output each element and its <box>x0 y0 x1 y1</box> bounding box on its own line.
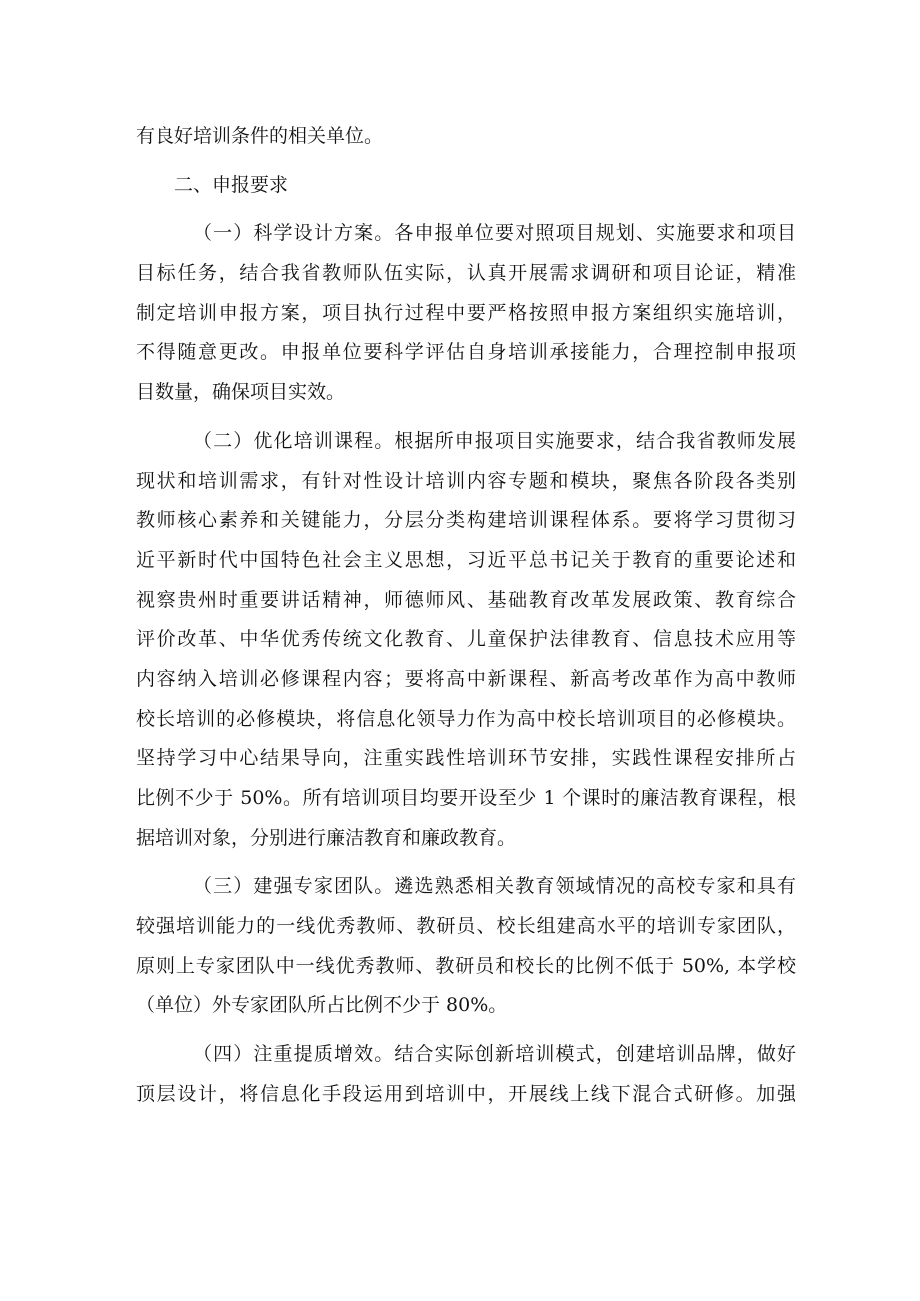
text-line: 现状和培训需求，有针对性设计培训内容专题和模块，聚焦各阶段各类别 <box>136 469 796 492</box>
text-line: （一）科学设计方案。各申报单位要对照项目规划、实施要求和项目 <box>193 222 796 245</box>
text-line: 目数量，确保项目实效。 <box>136 381 346 404</box>
paragraph-quality <box>136 1035 796 1114</box>
paragraph-design-plan <box>136 214 796 412</box>
text-line: 原则上专家团队中一线优秀教师、教研员和校长的比例不低于 50%, 本学校 <box>136 954 796 977</box>
text-line: 有良好培训条件的相关单位。 <box>136 125 384 147</box>
text-line: （单位）外专家团队所占比例不少于 80%。 <box>136 994 508 1017</box>
text-line: 顶层设计，将信息化手段运用到培训中，开展线上线下混合式研修。加强 <box>136 1082 796 1105</box>
paragraph-gap <box>136 858 796 867</box>
text-line: 教师核心素养和关键能力，分层分类构建培训课程体系。要将学习贯彻习 <box>136 509 796 532</box>
text-line: （四）注重提质增效。结合实际创新培训模式，创建培训品牌，做好 <box>193 1043 796 1066</box>
text-line: 据培训对象，分别进行廉洁教育和廉政教育。 <box>136 826 517 849</box>
text-line: 校长培训的必修模块，将信息化领导力作为高中校长培训项目的必修模块。 <box>136 707 796 730</box>
paragraph-gap <box>136 1026 796 1035</box>
text-line: 近平新时代中国特色社会主义思想，习近平总书记关于教育的重要论述和 <box>136 548 796 571</box>
text-line: 视察贵州时重要讲话精神，师德师风、基础教育改革发展政策、教育综合 <box>136 588 796 611</box>
paragraph-expert-team <box>136 867 796 1026</box>
text-line: 目标任务，结合我省教师队伍实际，认真开展需求调研和项目论证，精准 <box>136 262 796 285</box>
section-heading: 二、申报要求 <box>174 173 289 196</box>
paragraph-gap <box>136 413 796 422</box>
text-line: （三）建强专家团队。遴选熟悉相关教育领域情况的高校专家和具有 <box>193 875 796 898</box>
text-line: 坚持学习中心结果导向，注重实践性培训环节安排，实践性课程安排所占 <box>136 747 796 770</box>
paragraph-optimize-courses <box>136 422 796 859</box>
text-line: 内容纳入培训必修课程内容；要将高中新课程、新高考改革作为高中教师 <box>136 667 796 690</box>
text-line: 不得随意更改。申报单位要科学评估自身培训承接能力，合理控制申报项 <box>136 341 796 364</box>
paragraph-intro <box>136 117 796 157</box>
text-line: 制定培训申报方案，项目执行过程中要严格按照申报方案组织实施培训， <box>136 301 796 324</box>
text-line: 较强培训能力的一线优秀教师、教研员、校长组建高水平的培训专家团队， <box>136 915 796 938</box>
text-line: （二）优化培训课程。根据所申报项目实施要求，结合我省教师发展 <box>193 429 796 452</box>
paragraph-gap <box>136 157 796 166</box>
text-line: 评价改革、中华优秀传统文化教育、儿童保护法律教育、信息技术应用等 <box>136 628 796 651</box>
document-page <box>136 117 796 1115</box>
paragraph-gap <box>136 205 796 214</box>
text-line: 比例不少于 50%。所有培训项目均要开设至少 1 个课时的廉洁教育课程，根 <box>136 787 796 809</box>
